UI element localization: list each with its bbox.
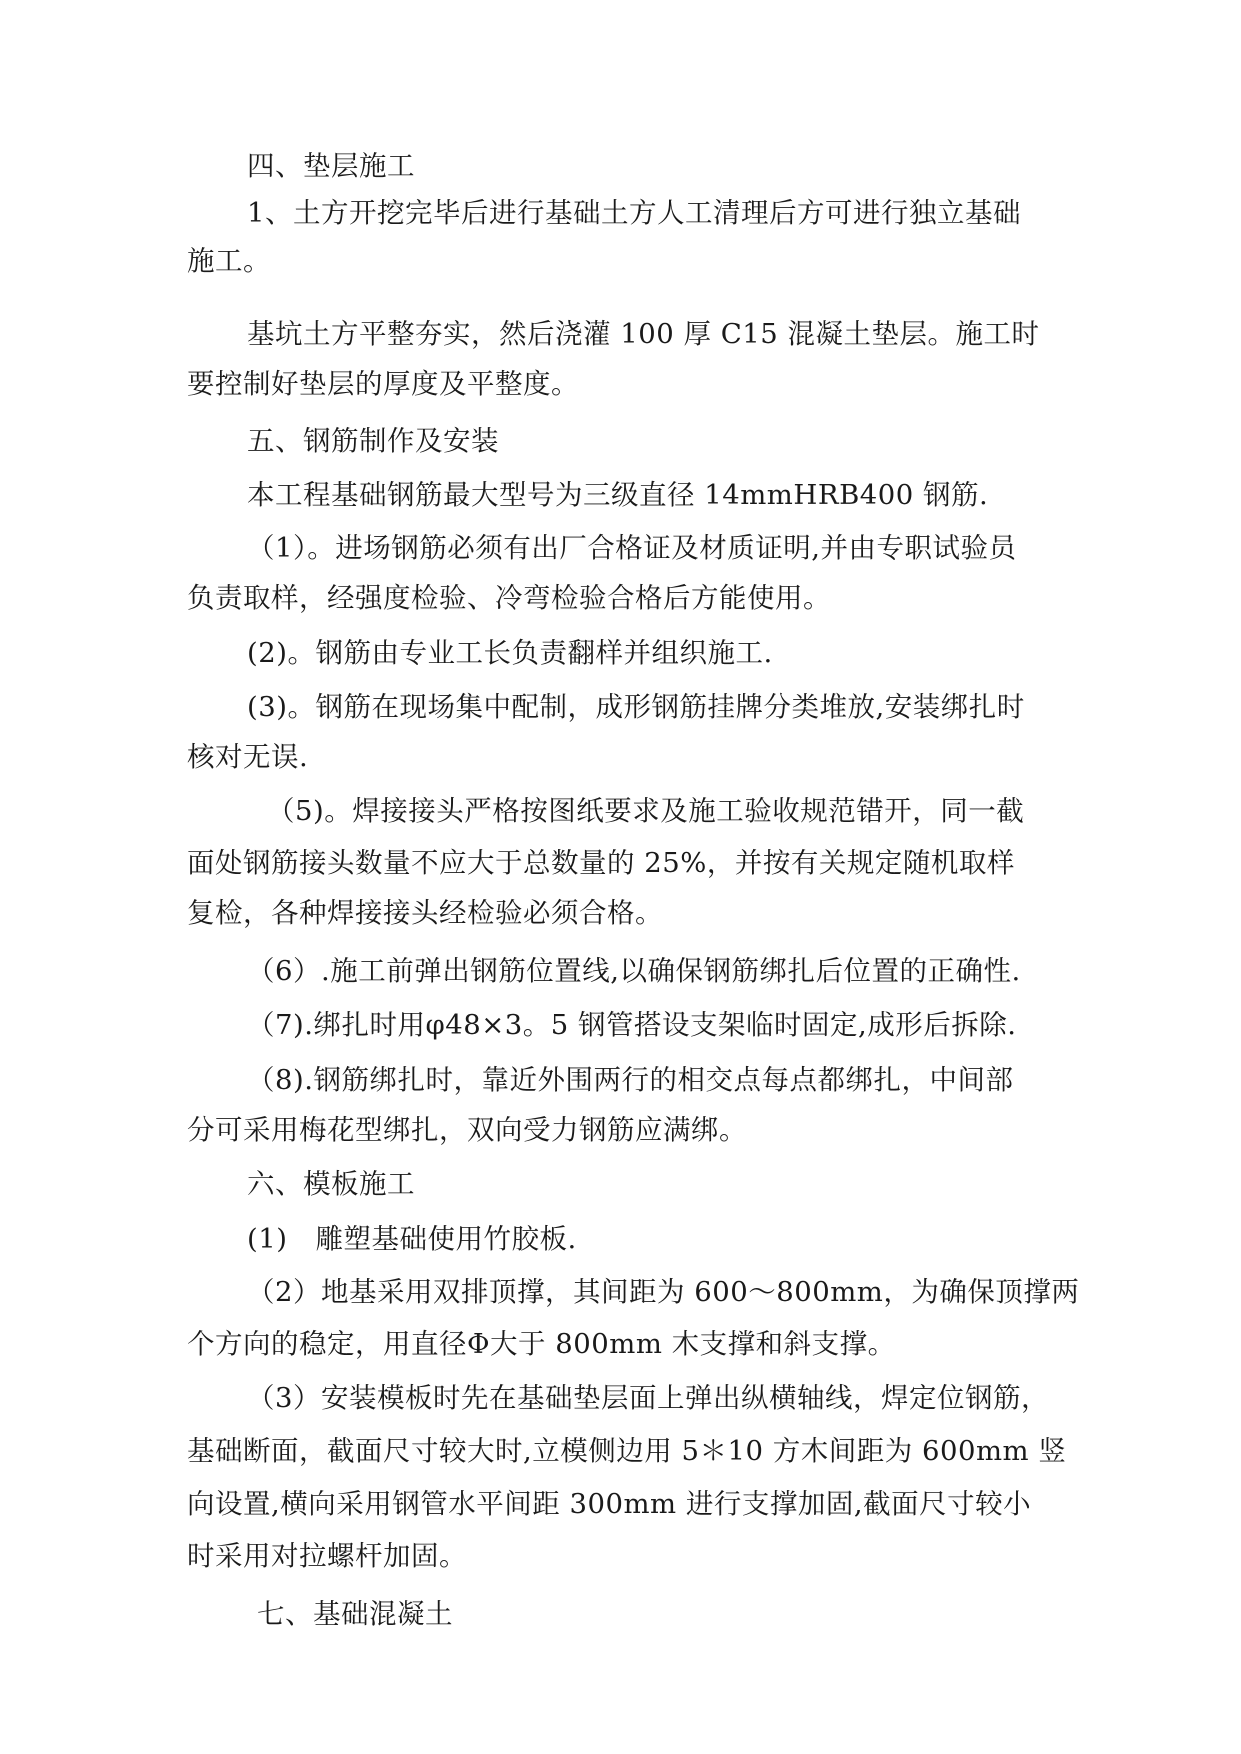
paragraph-line: (2)。钢筋由专业工长负责翻样并组织施工. <box>247 637 773 669</box>
section-heading-4: 四、垫层施工 <box>247 150 415 182</box>
paragraph-line: 基坑土方平整夯实，然后浇灌 100 厚 C15 混凝土垫层。施工时 <box>247 318 1040 350</box>
paragraph-line: 1、土方开挖完毕后进行基础土方人工清理后方可进行独立基础 <box>247 197 1021 229</box>
paragraph-line: （2）地基采用双排顶撑，其间距为 600～800mm，为确保顶撑两 <box>247 1276 1080 1308</box>
paragraph-line: (3)。钢筋在现场集中配制，成形钢筋挂牌分类堆放,安装绑扎时 <box>247 691 1025 723</box>
paragraph-line: 负责取样，经强度检验、冷弯检验合格后方能使用。 <box>187 582 831 614</box>
paragraph-line: 分可采用梅花型绑扎，双向受力钢筋应满绑。 <box>187 1114 747 1146</box>
paragraph-line: 复检，各种焊接接头经检验必须合格。 <box>187 897 663 929</box>
paragraph-line: 基础断面，截面尺寸较大时,立模侧边用 5＊10 方木间距为 600mm 竖 <box>187 1435 1067 1467</box>
paragraph-line: （1）。进场钢筋必须有出厂合格证及材质证明,并由专职试验员 <box>247 532 1017 564</box>
paragraph-line: （6）.施工前弹出钢筋位置线,以确保钢筋绑扎后位置的正确性. <box>247 955 1021 987</box>
paragraph-line: （3）安装模板时先在基础垫层面上弹出纵横轴线，焊定位钢筋， <box>247 1382 1049 1414</box>
paragraph-line: 要控制好垫层的厚度及平整度。 <box>187 368 579 400</box>
paragraph-line: 施工。 <box>187 245 271 277</box>
section-heading-5: 五、钢筋制作及安装 <box>247 425 499 457</box>
paragraph-line: （5)。焊接接头严格按图纸要求及施工验收规范错开，同一截 <box>267 795 1025 827</box>
paragraph-line: (1) 雕塑基础使用竹胶板. <box>247 1223 577 1255</box>
paragraph-line: 个方向的稳定，用直径Φ大于 800mm 木支撑和斜支撑。 <box>187 1328 896 1360</box>
paragraph-line: 向设置,横向采用钢管水平间距 300mm 进行支撑加固,截面尺寸较小 <box>187 1488 1032 1520</box>
paragraph-line: 时采用对拉螺杆加固。 <box>187 1540 467 1572</box>
paragraph-line: 核对无误. <box>187 741 309 773</box>
paragraph-line: （7).绑扎时用φ48×3。5 钢管搭设支架临时固定,成形后拆除. <box>247 1009 1017 1041</box>
section-heading-6: 六、模板施工 <box>247 1168 415 1200</box>
paragraph-line: 面处钢筋接头数量不应大于总数量的 25%，并按有关规定随机取样 <box>187 847 1015 879</box>
section-heading-7: 七、基础混凝土 <box>257 1598 453 1630</box>
paragraph-line: （8).钢筋绑扎时，靠近外围两行的相交点每点都绑扎，中间部 <box>247 1064 1014 1096</box>
paragraph-line: 本工程基础钢筋最大型号为三级直径 14mmHRB400 钢筋. <box>247 479 989 511</box>
